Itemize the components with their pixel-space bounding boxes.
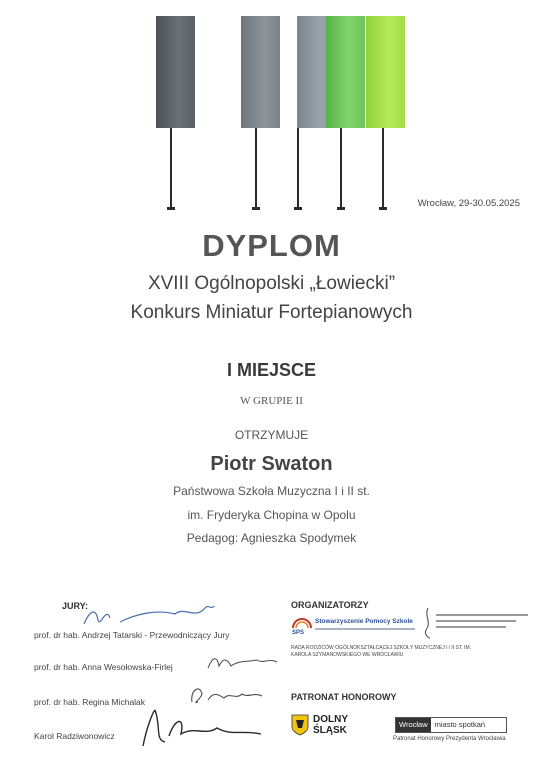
piano-stem-foot	[337, 207, 345, 210]
event-date: Wrocław, 29-30.05.2025	[417, 198, 520, 209]
dolny-slask-logo	[291, 712, 356, 744]
signature-tatarski	[80, 600, 220, 636]
recipient-name: Piotr Swaton	[210, 453, 333, 475]
award-place: I MIEJSCE	[226, 360, 317, 380]
parents-council: RADA RODZICÓW OGÓLNOKSZTAŁCĄCEJ SZKOŁY MUZYCZNEJ I i II ST. IM. KAROLA SZYMANOWSKIEGO WE WROCŁAWIU	[291, 645, 472, 658]
school-text-line	[436, 614, 528, 616]
receives-label: OTRZYMUJE	[234, 428, 309, 442]
piano-key-5	[366, 16, 405, 128]
dolny-slask-crest-icon	[291, 714, 309, 736]
dolny-slask-line-2: ŚLĄSK	[313, 725, 347, 736]
organizers-heading: ORGANIZATORZY	[291, 600, 369, 610]
jury-member: prof. dr hab. Andrzej Tatarski - Przewodniczący Jury	[34, 630, 230, 640]
piano-key-4	[326, 16, 365, 128]
sps-name: Stowarzyszenie Pomocy Szkole	[315, 618, 413, 625]
wroclaw-slogan: miasto spotkań	[434, 720, 486, 729]
piano-stem	[170, 128, 172, 208]
school-text-line	[436, 620, 516, 622]
signature-michalak	[186, 682, 266, 708]
award-group: W GRUPIE II	[240, 395, 303, 407]
piano-stem	[255, 128, 257, 208]
teacher-line: Pedagog: Agnieszka Spodymek	[186, 531, 357, 545]
wroclaw-word: Wrocław	[396, 718, 431, 732]
jury-member: Karol Radziwonowicz	[34, 731, 115, 741]
piano-stem	[382, 128, 384, 208]
sps-abbr: SPS	[292, 630, 305, 636]
piano-stem-foot	[167, 207, 175, 210]
jury-member: prof. dr hab. Anna Wesołowska-Firlej	[34, 662, 173, 672]
patronage-heading: PATRONAT HONOROWY	[291, 692, 397, 702]
wroclaw-patronat: Patronat Honorowy Prezydenta Wrocławia	[393, 736, 506, 742]
dolny-slask-line-1: DOLNY	[313, 714, 348, 725]
sps-logo	[291, 608, 421, 640]
jury-member: prof. dr hab. Regina Michalak	[34, 697, 146, 707]
school-logo	[422, 606, 532, 642]
piano-stem	[340, 128, 342, 208]
piano-key-1	[156, 16, 195, 128]
signature-wesolowska	[205, 652, 280, 674]
school-line-2: im. Fryderyka Chopina w Opolu	[187, 508, 356, 522]
school-line-1: Państwowa Szkoła Muzyczna I i II st.	[173, 484, 370, 498]
jury-heading: JURY:	[62, 601, 89, 611]
wroclaw-logo	[395, 717, 507, 733]
piano-key-2	[241, 16, 280, 128]
diploma-title: DYPLOM	[202, 228, 341, 263]
school-text-line	[436, 626, 506, 628]
piano-stem-foot	[252, 207, 260, 210]
piano-stem-foot	[294, 207, 302, 210]
competition-name-line-1: XVIII Ogólnopolski „Łowiecki”	[147, 273, 396, 294]
piano-stem	[297, 128, 299, 208]
competition-name-line-2: Konkurs Miniatur Fortepianowych	[130, 302, 413, 323]
signature-radziwonowicz	[135, 706, 265, 752]
sps-tagline-line	[315, 628, 415, 630]
school-emblem-icon	[422, 606, 434, 640]
